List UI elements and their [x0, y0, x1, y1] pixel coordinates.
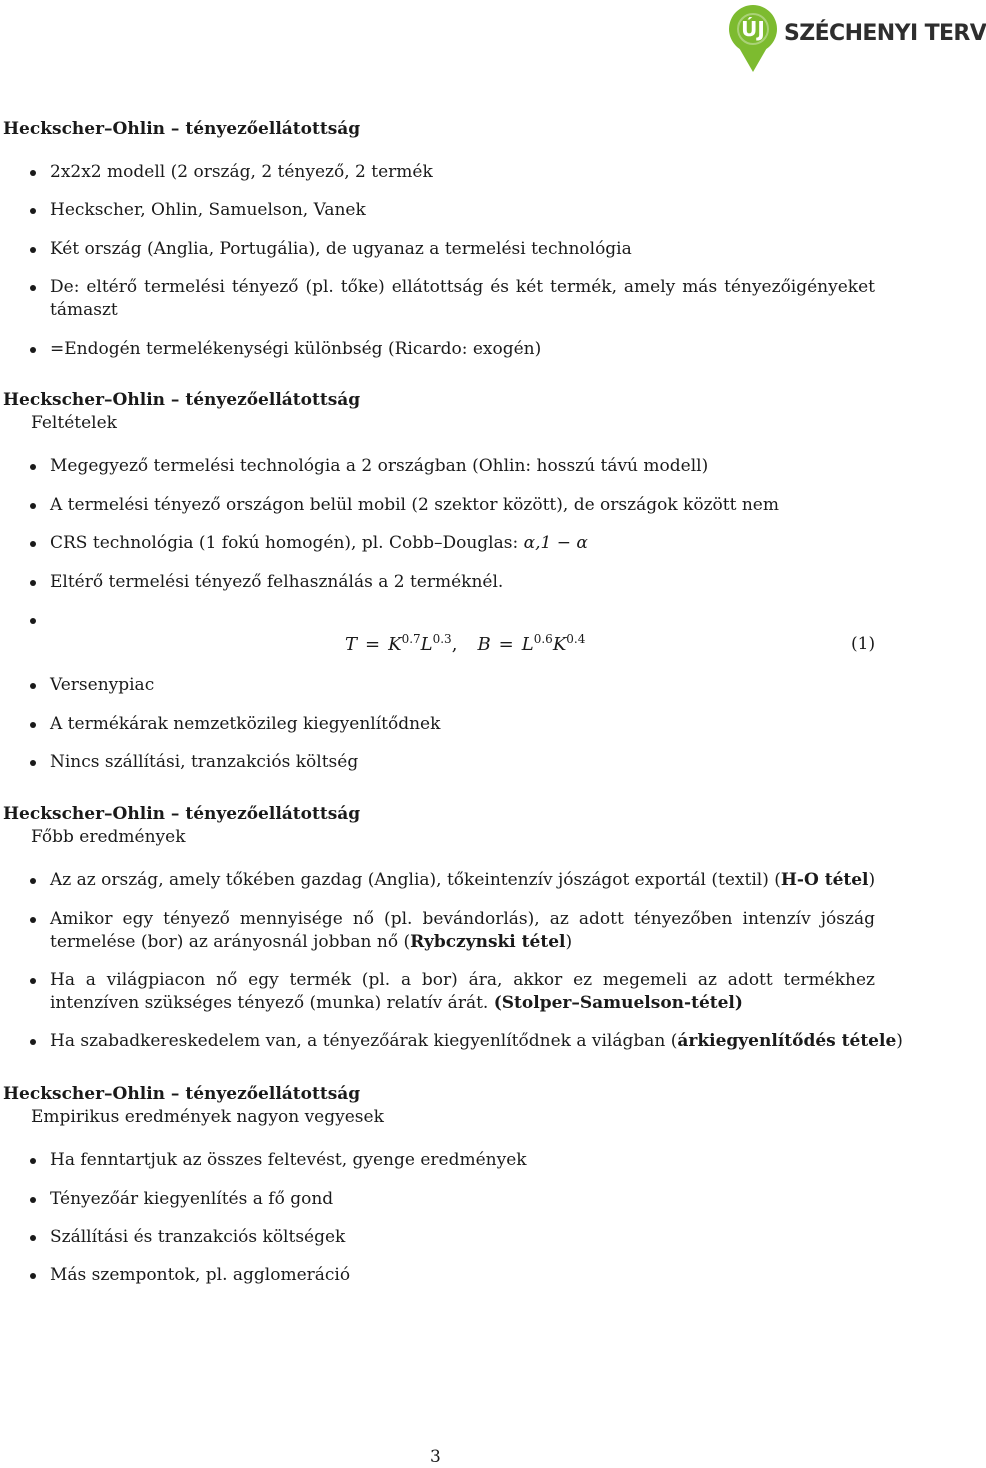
list-item	[50, 869, 875, 892]
eq-l: L	[420, 634, 433, 655]
list-item: Nincs szállítási, tranzakciós költség	[50, 751, 875, 774]
section-subtitle-3: Főbb eredmények	[31, 827, 186, 847]
list-item: 2x2x2 modell (2 ország, 2 tényező, 2 termék	[50, 161, 875, 184]
eq-comma: ,	[451, 634, 458, 655]
section-subtitle-2: Feltételek	[31, 413, 117, 433]
list-item: Szállítási és tranzakciós költségek	[50, 1226, 875, 1249]
cobb-douglas-exponents: α,1 − α	[523, 533, 588, 553]
list-item-text: Ha a világpiacon nő egy termék (pl. a bor) ára, akkor ez megemeli az adott termékhez intenzíven szükséges tényező (munka) relatív árát.	[50, 970, 875, 1013]
uj-badge-icon	[728, 4, 778, 74]
section-title-3: Heckscher–Ohlin – tényezőellátottság	[3, 804, 361, 824]
logo-text: SZÉCHENYI TERV	[784, 21, 986, 46]
list-item-text: )	[896, 1031, 903, 1051]
page-number: 3	[430, 1447, 441, 1467]
list-item-text: )	[868, 870, 876, 890]
list-item: Megegyező termelési technológia a 2 országban (Ohlin: hosszú távú modell)	[50, 455, 875, 478]
list-item: Más szempontok, pl. agglomeráció	[50, 1264, 875, 1287]
list-item: Heckscher, Ohlin, Samuelson, Vanek	[50, 199, 875, 222]
eq-b: B	[477, 634, 491, 655]
section-title-4: Heckscher–Ohlin – tényezőellátottság	[3, 1084, 361, 1104]
list-item	[50, 969, 875, 1015]
list-item: =Endogén termelékenységi különbség (Ricardo: exogén)	[50, 338, 875, 361]
eq-exp: 0.6	[533, 632, 553, 646]
eq-l: L	[521, 634, 534, 655]
eq-k: K	[388, 634, 402, 655]
theorem-name: (Stolper–Samuelson-tétel)	[493, 993, 743, 1013]
list-item-equation	[50, 609, 875, 632]
list-item-text: )	[565, 932, 573, 952]
list-item-text: Ha szabadkereskedelem van, a tényezőárak kiegyenlítődnek a világban (	[50, 1031, 678, 1051]
list-item: A termelési tényező országon belül mobil (2 szektor között), de országok között nem	[50, 494, 875, 517]
theorem-name: Rybczynski tétel	[410, 932, 566, 952]
eq-k: K	[552, 634, 567, 655]
eq-t: T	[345, 634, 358, 655]
eq-exp: 0.7	[401, 632, 421, 646]
list-item: Két ország (Anglia, Portugália), de ugyanaz a termelési technológia	[50, 238, 875, 261]
production-equation	[345, 632, 585, 655]
list-item	[50, 908, 875, 954]
list-item: Versenypiac	[50, 674, 875, 697]
theorem-name: árkiegyenlítődés tétele	[677, 1031, 897, 1051]
list-item-text: CRS technológia (1 fokú homogén), pl. Cobb–Douglas:	[50, 533, 524, 553]
theorem-name: H-O tétel	[780, 870, 869, 890]
list-item: A termékárak nemzetközileg kiegyenlítődnek	[50, 713, 875, 736]
eq-equals: =	[365, 634, 381, 655]
logo-badge-text: ÚJ	[741, 17, 765, 41]
list-item: Eltérő termelési tényező felhasználás a 2 terméknél.	[50, 571, 875, 594]
eq-exp: 0.3	[432, 632, 452, 646]
section-title-2: Heckscher–Ohlin – tényezőellátottság	[3, 390, 361, 410]
list-item	[50, 532, 875, 555]
list-item: Ha fenntartjuk az összes feltevést, gyenge eredmények	[50, 1149, 875, 1172]
eq-equals: =	[498, 634, 514, 655]
section-subtitle-4: Empirikus eredmények nagyon vegyesek	[31, 1107, 384, 1127]
list-item-text: Amikor egy tényező mennyisége nő (pl. bevándorlás), az adott tényezőben intenzív jószág termelése (bor) az arányosnál jobban nő (	[50, 909, 875, 952]
list-item	[50, 1030, 903, 1053]
szechenyi-terv-logo	[728, 4, 986, 78]
list-item: Tényezőár kiegyenlítés a fő gond	[50, 1188, 875, 1211]
eq-exp: 0.4	[566, 632, 586, 646]
equation-number: (1)	[851, 634, 876, 654]
list-item: De: eltérő termelési tényező (pl. tőke) ellátottság és két termék, amely más tényezőigényeket támaszt	[50, 277, 875, 320]
list-item-text: Az az ország, amely tőkében gazdag (Anglia), tőkeintenzív jószágot exportál (textil) (	[50, 870, 781, 890]
section-title-1: Heckscher–Ohlin – tényezőellátottság	[3, 119, 361, 139]
